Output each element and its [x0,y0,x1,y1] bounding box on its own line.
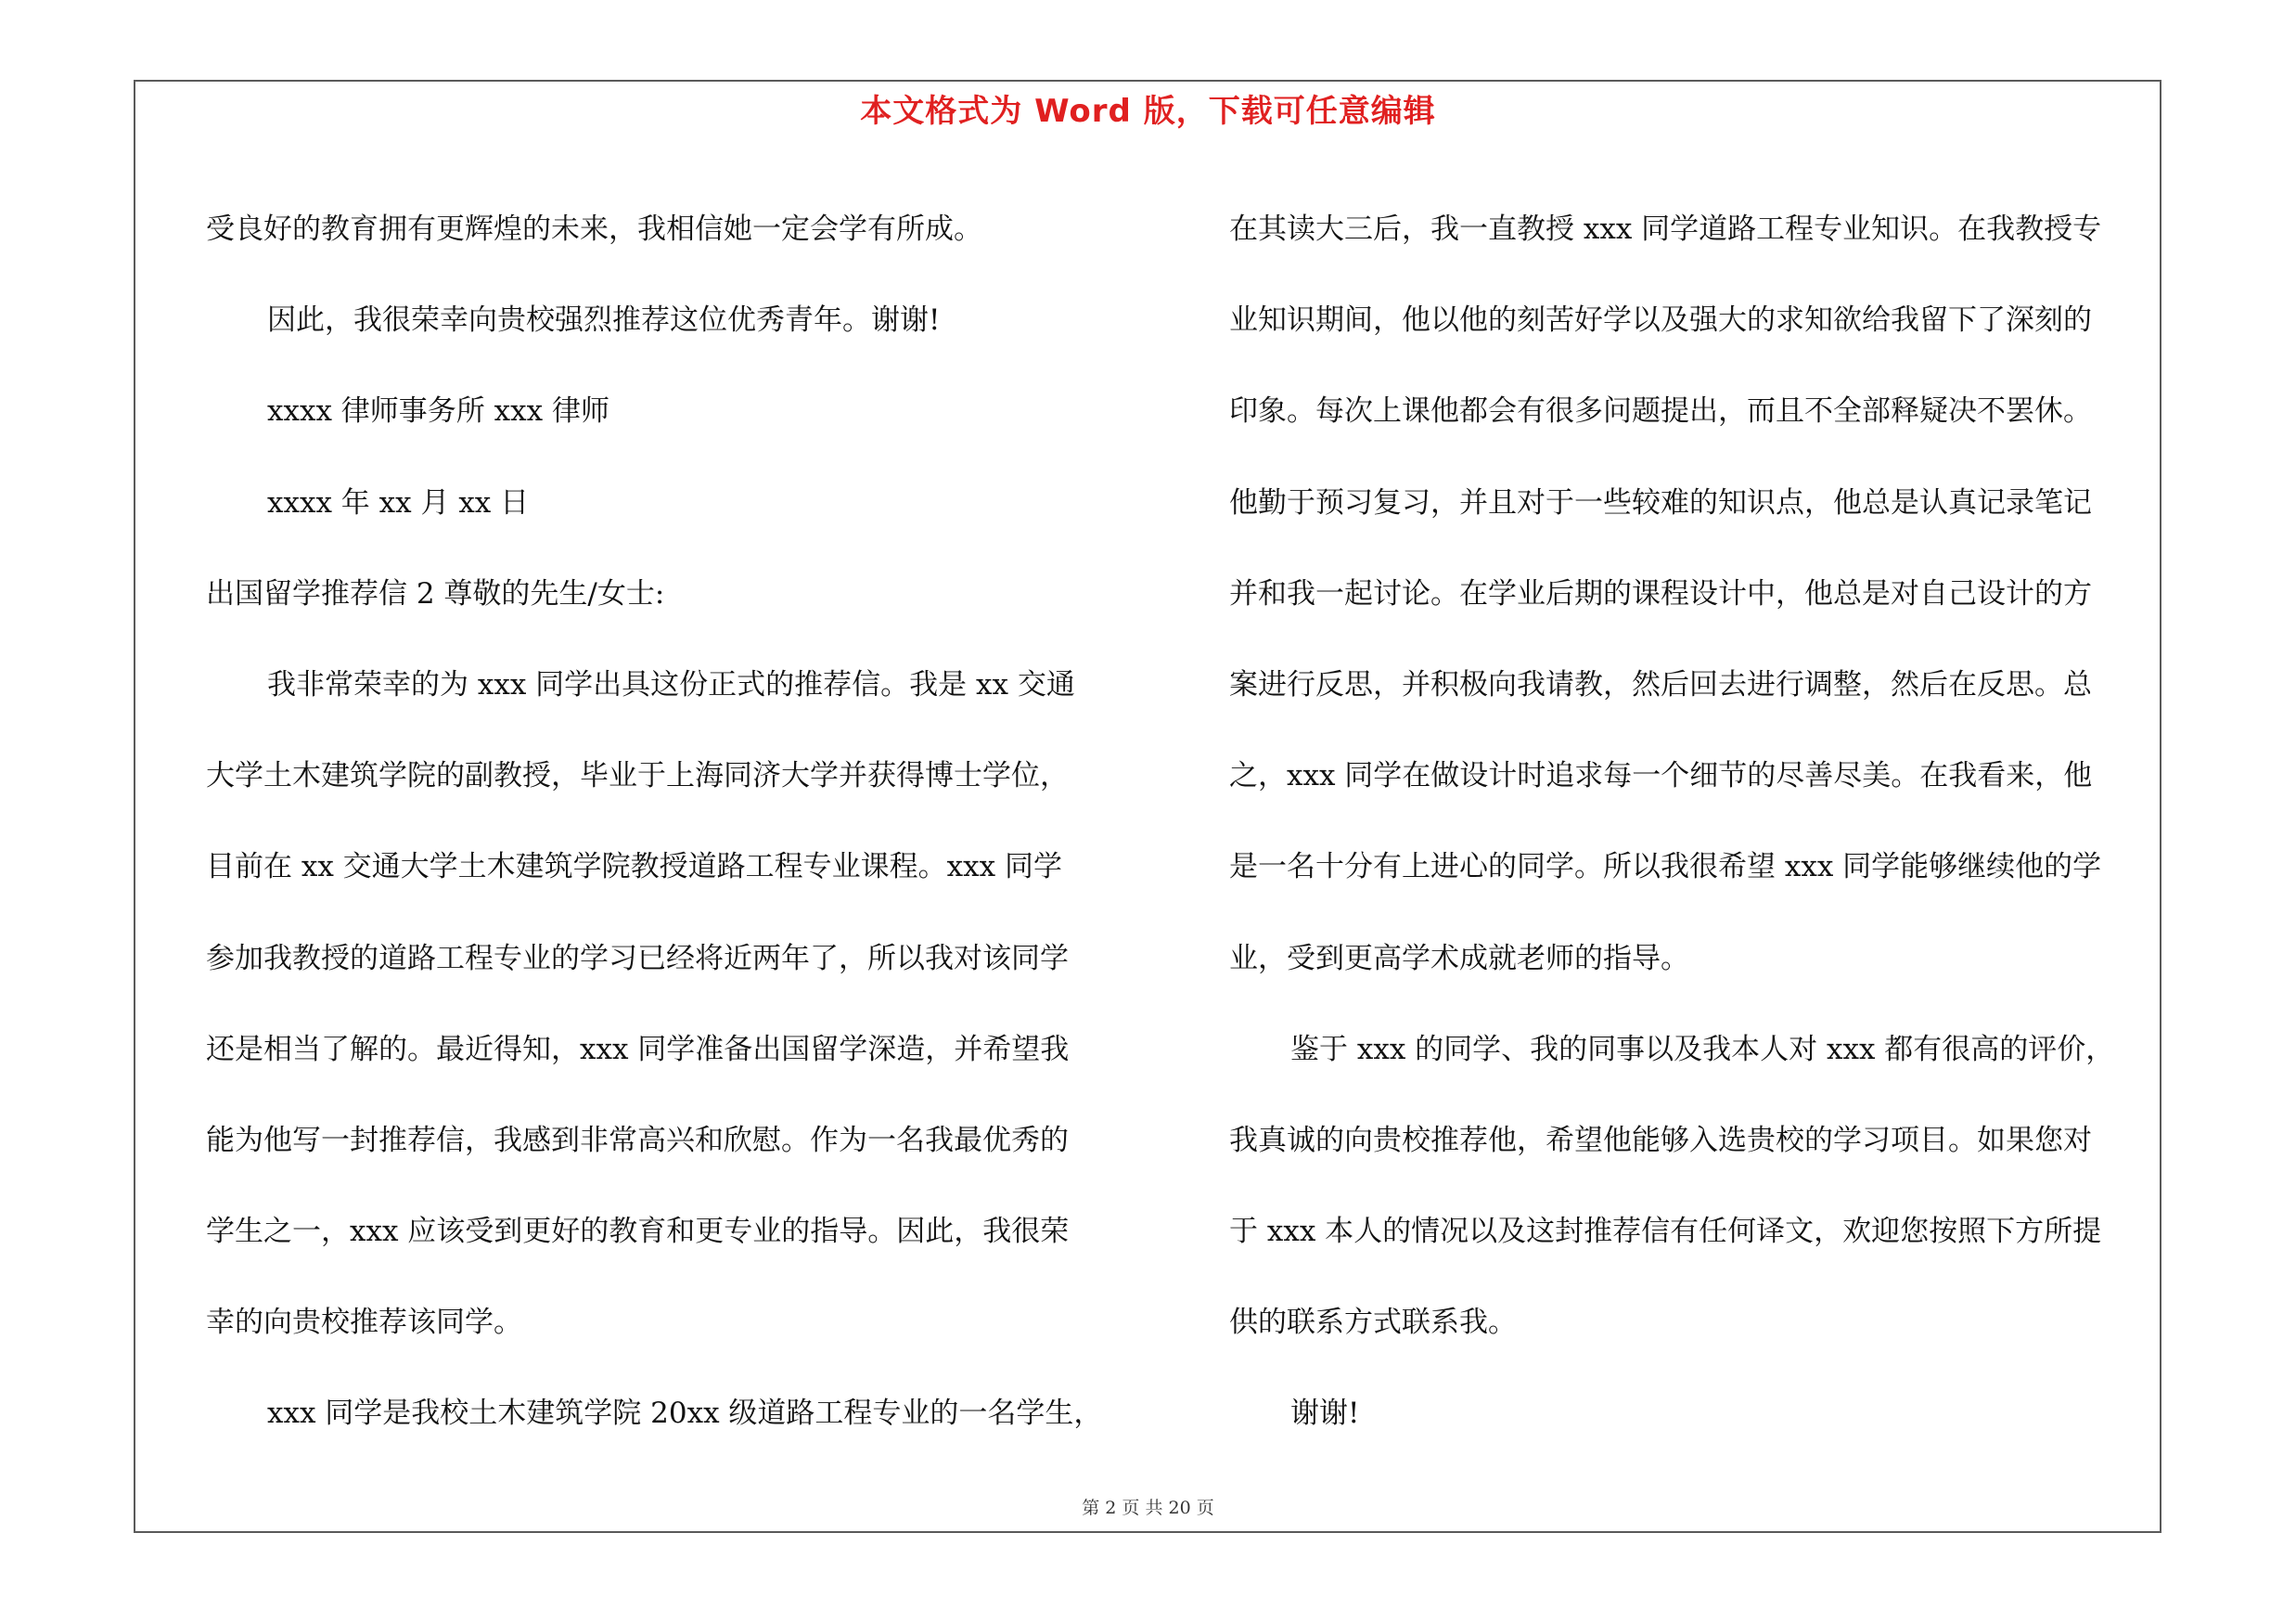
text-line: 业，受到更高学术成就老师的指导。 [1229,941,1689,975]
right-text-column [1229,184,2166,1460]
left-text-column [206,184,1143,1460]
text-line: 印象。每次上课他都会有很多问题提出，而且不全部释疑决不罢休。 [1229,394,2092,429]
text-line: xxx 同学是我校土木建筑学院 20xx 级道路工程专业的一名学生， [267,1397,1103,1431]
text-line: 谢谢! [1290,1397,1360,1431]
text-line: 在其读大三后，我一直教授 xxx 同学道路工程专业知识。在我教授专 [1229,213,2102,246]
text-line: 出国留学推荐信 2 尊敬的先生/女士: [206,576,665,611]
text-line: 幸的向贵校推荐该同学。 [206,1306,522,1340]
text-line: 鉴于 xxx 的同学、我的同事以及我本人对 xxx 都有很高的评价， [1290,1032,2115,1066]
text-line: 目前在 xx 交通大学土木建筑学院教授道路工程专业课程。xxx 同学 [206,850,1062,884]
text-line: 并和我一起讨论。在学业后期的课程设计中，他总是对自己设计的方 [1229,576,2092,611]
text-line: 供的联系方式联系我。 [1229,1306,1517,1340]
text-line: 于 xxx 本人的情况以及这封推荐信有任何译文，欢迎您按照下方所提 [1229,1215,2102,1249]
format-notice-banner: 本文格式为 Word 版，下载可任意编辑 [860,93,1436,130]
text-line: 我非常荣幸的为 xxx 同学出具这份正式的推荐信。我是 xx 交通 [267,667,1075,702]
text-line: 我真诚的向贵校推荐他，希望他能够入选贵校的学习项目。如果您对 [1229,1123,2092,1157]
text-line: xxxx 律师事务所 xxx 律师 [267,394,609,429]
text-line: 还是相当了解的。最近得知，xxx 同学准备出国留学深造，并希望我 [206,1032,1070,1066]
text-line: 能为他写一封推荐信，我感到非常高兴和欣慰。作为一名我最优秀的 [206,1123,1069,1157]
text-line: 大学土木建筑学院的副教授，毕业于上海同济大学并获得博士学位， [206,759,1069,793]
text-line: 是一名十分有上进心的同学。所以我很希望 xxx 同学能够继续他的学 [1229,850,2102,884]
text-line: 因此，我很荣幸向贵校强烈推荐这位优秀青年。谢谢! [267,303,941,338]
text-line: 之，xxx 同学在做设计时追求每一个细节的尽善尽美。在我看来，他 [1229,759,2093,793]
text-line: 案进行反思，并积极向我请教，然后回去进行调整，然后在反思。总 [1229,667,2092,702]
text-line: 学生之一，xxx 应该受到更好的教育和更专业的指导。因此，我很荣 [206,1215,1070,1249]
text-line: 业知识期间，他以他的刻苦好学以及强大的求知欲给我留下了深刻的 [1229,303,2092,338]
text-line: 他勤于预习复习，并且对于一些较难的知识点，他总是认真记录笔记 [1229,485,2092,520]
page-number-footer: 第 2 页 共 20 页 [1082,1498,1214,1518]
text-line: xxxx 年 xx 月 xx 日 [267,485,530,520]
text-line: 受良好的教育拥有更辉煌的未来，我相信她一定会学有所成。 [206,213,982,246]
text-line: 参加我教授的道路工程专业的学习已经将近两年了，所以我对该同学 [206,941,1069,975]
